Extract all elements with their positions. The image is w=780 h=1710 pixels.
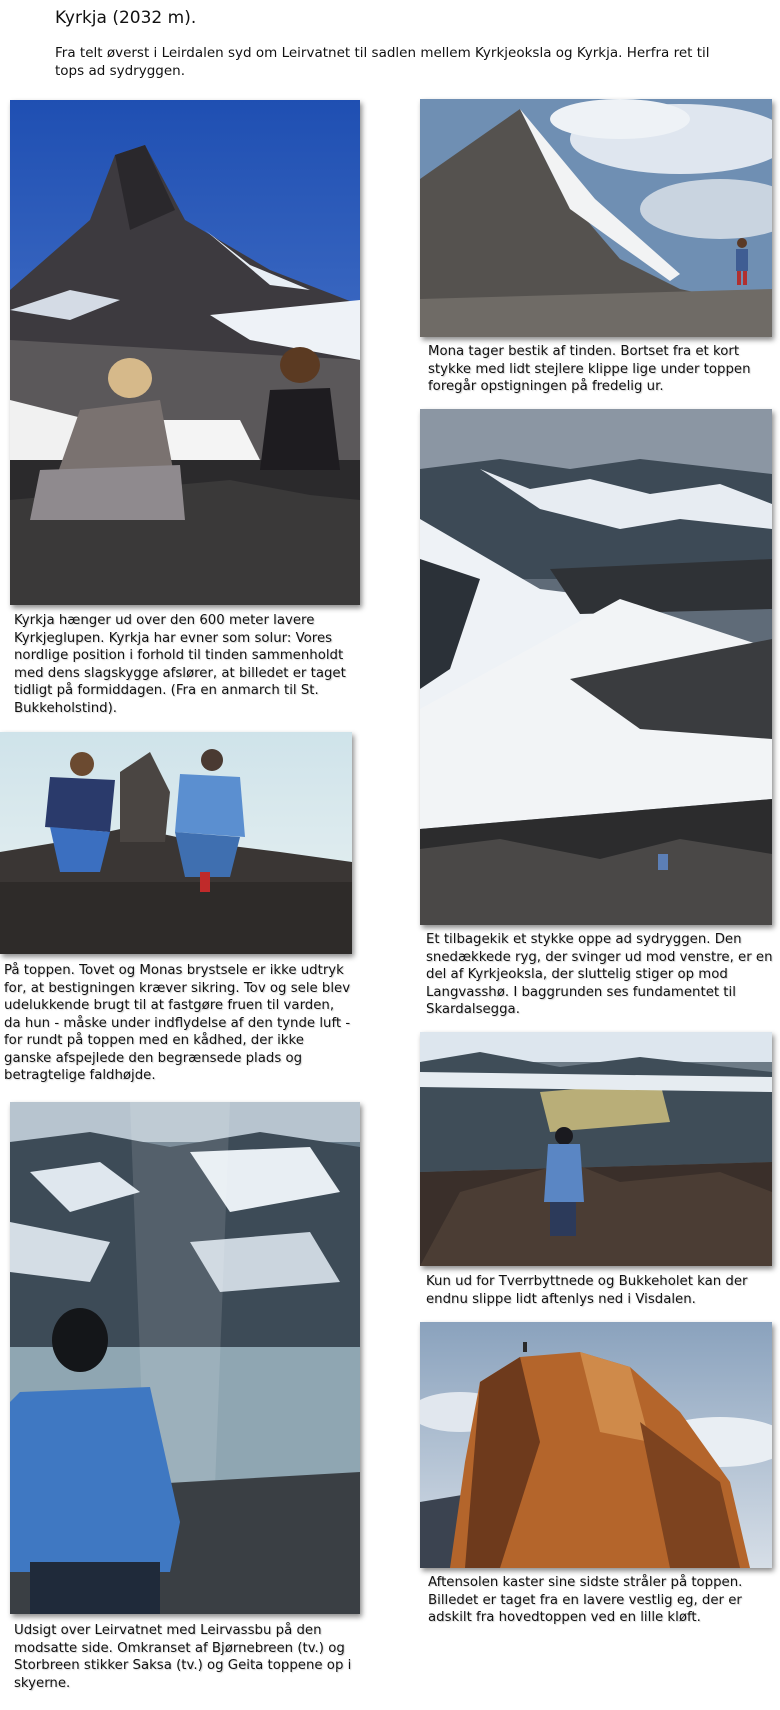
page-title: Kyrkja (2032 m). [55,8,197,28]
photo-visdalen-evening [420,1032,772,1266]
caption-photo-5: Kun ud for Tverrbyttnede og Bukkeholet kan der endnu slippe lidt aftenlys ned i Visdalen. [426,1274,748,1307]
photo-leirvatnet-view [10,1102,360,1614]
photo-summit-evening-sun [420,1322,772,1568]
photo-kyrkja-peak-two-hikers [10,100,360,605]
intro-text: Fra telt øverst i Leirdalen syd om Leirvatnet til sadlen mellem Kyrkjeoksla og Kyrkja. Herfra ret til tops ad sydryggen. [55,45,710,79]
caption-photo-6: Udsigt over Leirvatnet med Leirvassbu på den modsatte side. Omkranset af Bjørnebreen (tv.) og Storbreen stikker Saksa (tv.) og Geita toppene op i skyerne. [14,1623,352,1691]
caption-photo-1: Kyrkja hænger ud over den 600 meter lavere Kyrkjeglupen. Kyrkja har evner som solur: Vores nordlige position i forhold til tinden sammenholdt med dens slagskygge afslører, at billedet er taget tidligt på formiddagen. (Fra en anmarch til St. Bukkeholstind). [14,613,346,716]
caption-photo-4: På toppen. Tovet og Monas brystsele er ikke udtryk for, at bestigningen kræver sikring. Tov og sele blev udelukkende brugt til at fastgøre fruen til varden, da hun - måske under indflydelse af den tynde luft - for rundt på toppen med en kådhed, der ikke ganske afspejlede den begrænsede plads og betragtelige faldhøjde. [4,963,351,1083]
caption-photo-2: Mona tager bestik af tinden. Bortset fra et kort stykke med lidt stejlere klippe lige under toppen foregår opstigningen på fredelig ur. [428,344,751,394]
caption-photo-3: Et tilbagekik et stykke oppe ad sydryggen. Den snedækkede ryg, der svinger ud mod venstre, er en del af Kyrkjeoksla, der sluttelig stiger op mod Langvasshø. I baggrunden ses fundamentet til Skardalsegga. [426,932,773,1017]
photo-mona-looking-at-peak [420,99,772,337]
photo-south-ridge-view [420,409,772,925]
photo-summit-two-people [0,732,352,954]
caption-photo-7: Aftensolen kaster sine sidste stråler på toppen. Billedet er taget fra en lavere vestlig eg, der er adskilt fra hovedtoppen ved en lille kløft. [428,1575,743,1625]
